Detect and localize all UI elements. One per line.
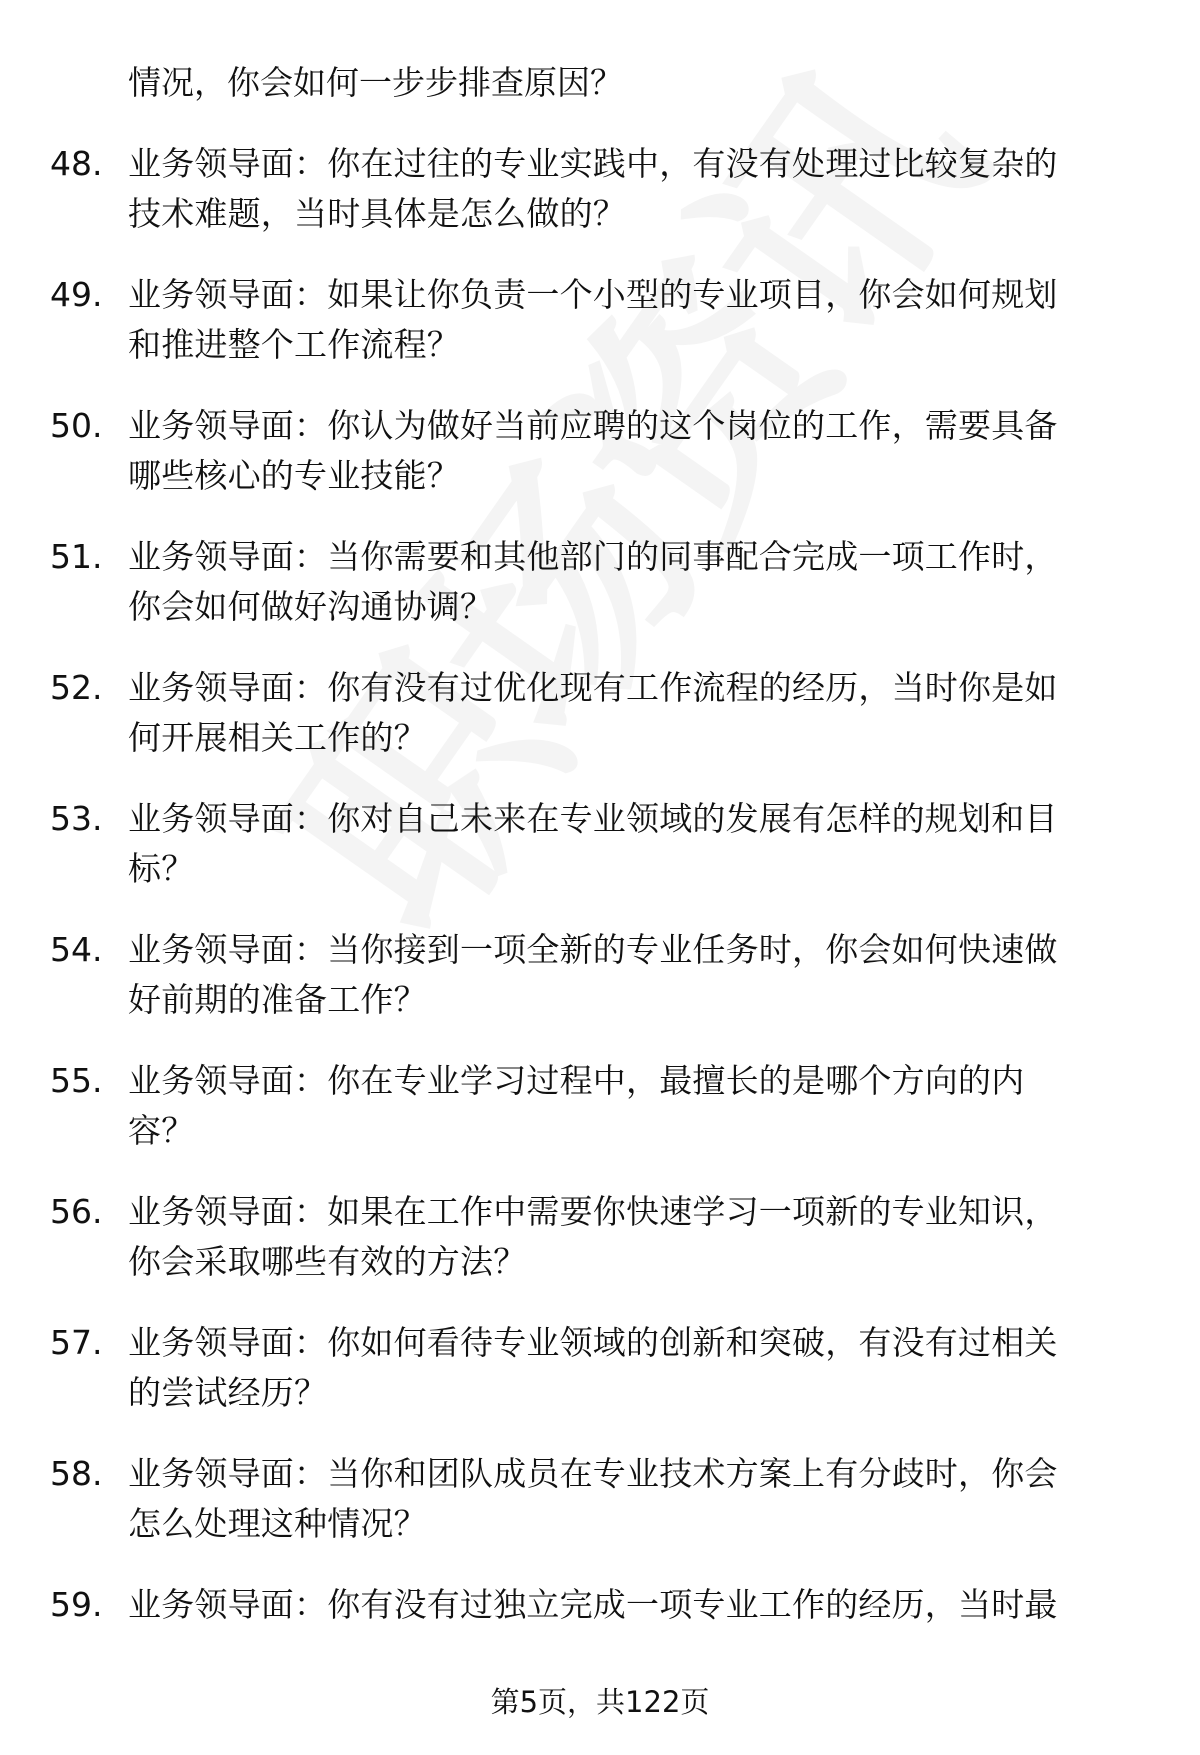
question-text bbox=[128, 1580, 1150, 1630]
question-text-line: 业务领导面：你在过往的专业实践中，有没有处理过比较复杂的 bbox=[128, 144, 1058, 183]
page-footer: 第5页，共122页 bbox=[490, 1685, 710, 1719]
question-text-line: 你会采取哪些有效的方法？ bbox=[128, 1242, 527, 1281]
question-text-line: 业务领导面：当你需要和其他部门的同事配合完成一项工作时， bbox=[128, 537, 1058, 576]
question-item bbox=[50, 794, 1150, 894]
question-text bbox=[128, 663, 1150, 763]
question-number: 52. bbox=[50, 668, 103, 707]
question-text-line: 业务领导面：你有没有过优化现有工作流程的经历，当时你是如 bbox=[128, 668, 1058, 707]
question-item bbox=[50, 663, 1150, 763]
question-text bbox=[128, 401, 1150, 501]
question-text-line: 业务领导面：当你接到一项全新的专业任务时，你会如何快速做 bbox=[128, 930, 1058, 969]
question-number: 57. bbox=[50, 1323, 103, 1362]
question-text-line: 业务领导面：你如何看待专业领域的创新和突破，有没有过相关 bbox=[128, 1323, 1058, 1362]
question-text bbox=[128, 1318, 1150, 1418]
question-item bbox=[50, 1449, 1150, 1549]
question-text-line: 业务领导面：如果让你负责一个小型的专业项目，你会如何规划 bbox=[128, 275, 1058, 314]
question-text bbox=[128, 1187, 1150, 1287]
question-number: 56. bbox=[50, 1192, 103, 1231]
question-text bbox=[128, 794, 1150, 894]
question-text-line: 业务领导面：你有没有过独立完成一项专业工作的经历，当时最 bbox=[128, 1585, 1058, 1624]
question-text-line: 标？ bbox=[128, 849, 195, 888]
question-text-line: 好前期的准备工作？ bbox=[128, 980, 427, 1019]
question-text-line: 业务领导面：当你和团队成员在专业技术方案上有分歧时，你会 bbox=[128, 1454, 1058, 1493]
question-text-line: 业务领导面：如果在工作中需要你快速学习一项新的专业知识， bbox=[128, 1192, 1058, 1231]
question-text-line: 你会如何做好沟通协调？ bbox=[128, 587, 494, 626]
question-item bbox=[50, 270, 1150, 370]
question-item bbox=[50, 1318, 1150, 1418]
question-item bbox=[50, 925, 1150, 1025]
question-text bbox=[128, 1449, 1150, 1549]
question-text-line: 业务领导面：你对自己未来在专业领域的发展有怎样的规划和目 bbox=[128, 799, 1058, 838]
question-text bbox=[128, 139, 1150, 239]
question-text-line: 业务领导面：你在专业学习过程中，最擅长的是哪个方向的内 bbox=[128, 1061, 1025, 1100]
question-number: 54. bbox=[50, 930, 103, 969]
question-text-line: 技术难题，当时具体是怎么做的？ bbox=[128, 194, 626, 233]
question-text-line: 怎么处理这种情况？ bbox=[128, 1504, 427, 1543]
question-text bbox=[128, 925, 1150, 1025]
question-item bbox=[50, 1056, 1150, 1156]
question-text bbox=[128, 1056, 1150, 1156]
question-text-line: 业务领导面：你认为做好当前应聘的这个岗位的工作，需要具备 bbox=[128, 406, 1058, 445]
question-text-line: 何开展相关工作的？ bbox=[128, 718, 427, 757]
question-list bbox=[50, 58, 1150, 1661]
question-text bbox=[128, 270, 1150, 370]
continued-text: 情况，你会如何一步步排查原因？ bbox=[128, 63, 623, 102]
question-text bbox=[128, 532, 1150, 632]
question-number: 51. bbox=[50, 537, 103, 576]
question-number: 59. bbox=[50, 1585, 103, 1624]
question-text-line: 和推进整个工作流程？ bbox=[128, 325, 460, 364]
question-number: 50. bbox=[50, 406, 103, 445]
question-item bbox=[50, 401, 1150, 501]
question-number: 58. bbox=[50, 1454, 103, 1493]
question-item bbox=[50, 1580, 1150, 1630]
question-item bbox=[50, 139, 1150, 239]
question-number: 53. bbox=[50, 799, 103, 838]
question-number: 49. bbox=[50, 275, 103, 314]
question-item bbox=[50, 1187, 1150, 1287]
question-text-line: 的尝试经历？ bbox=[128, 1373, 328, 1412]
question-number: 48. bbox=[50, 144, 103, 183]
question-text-line: 容？ bbox=[128, 1111, 195, 1150]
question-item bbox=[50, 532, 1150, 632]
question-text-line: 哪些核心的专业技能？ bbox=[128, 456, 460, 495]
question-number: 55. bbox=[50, 1061, 103, 1100]
